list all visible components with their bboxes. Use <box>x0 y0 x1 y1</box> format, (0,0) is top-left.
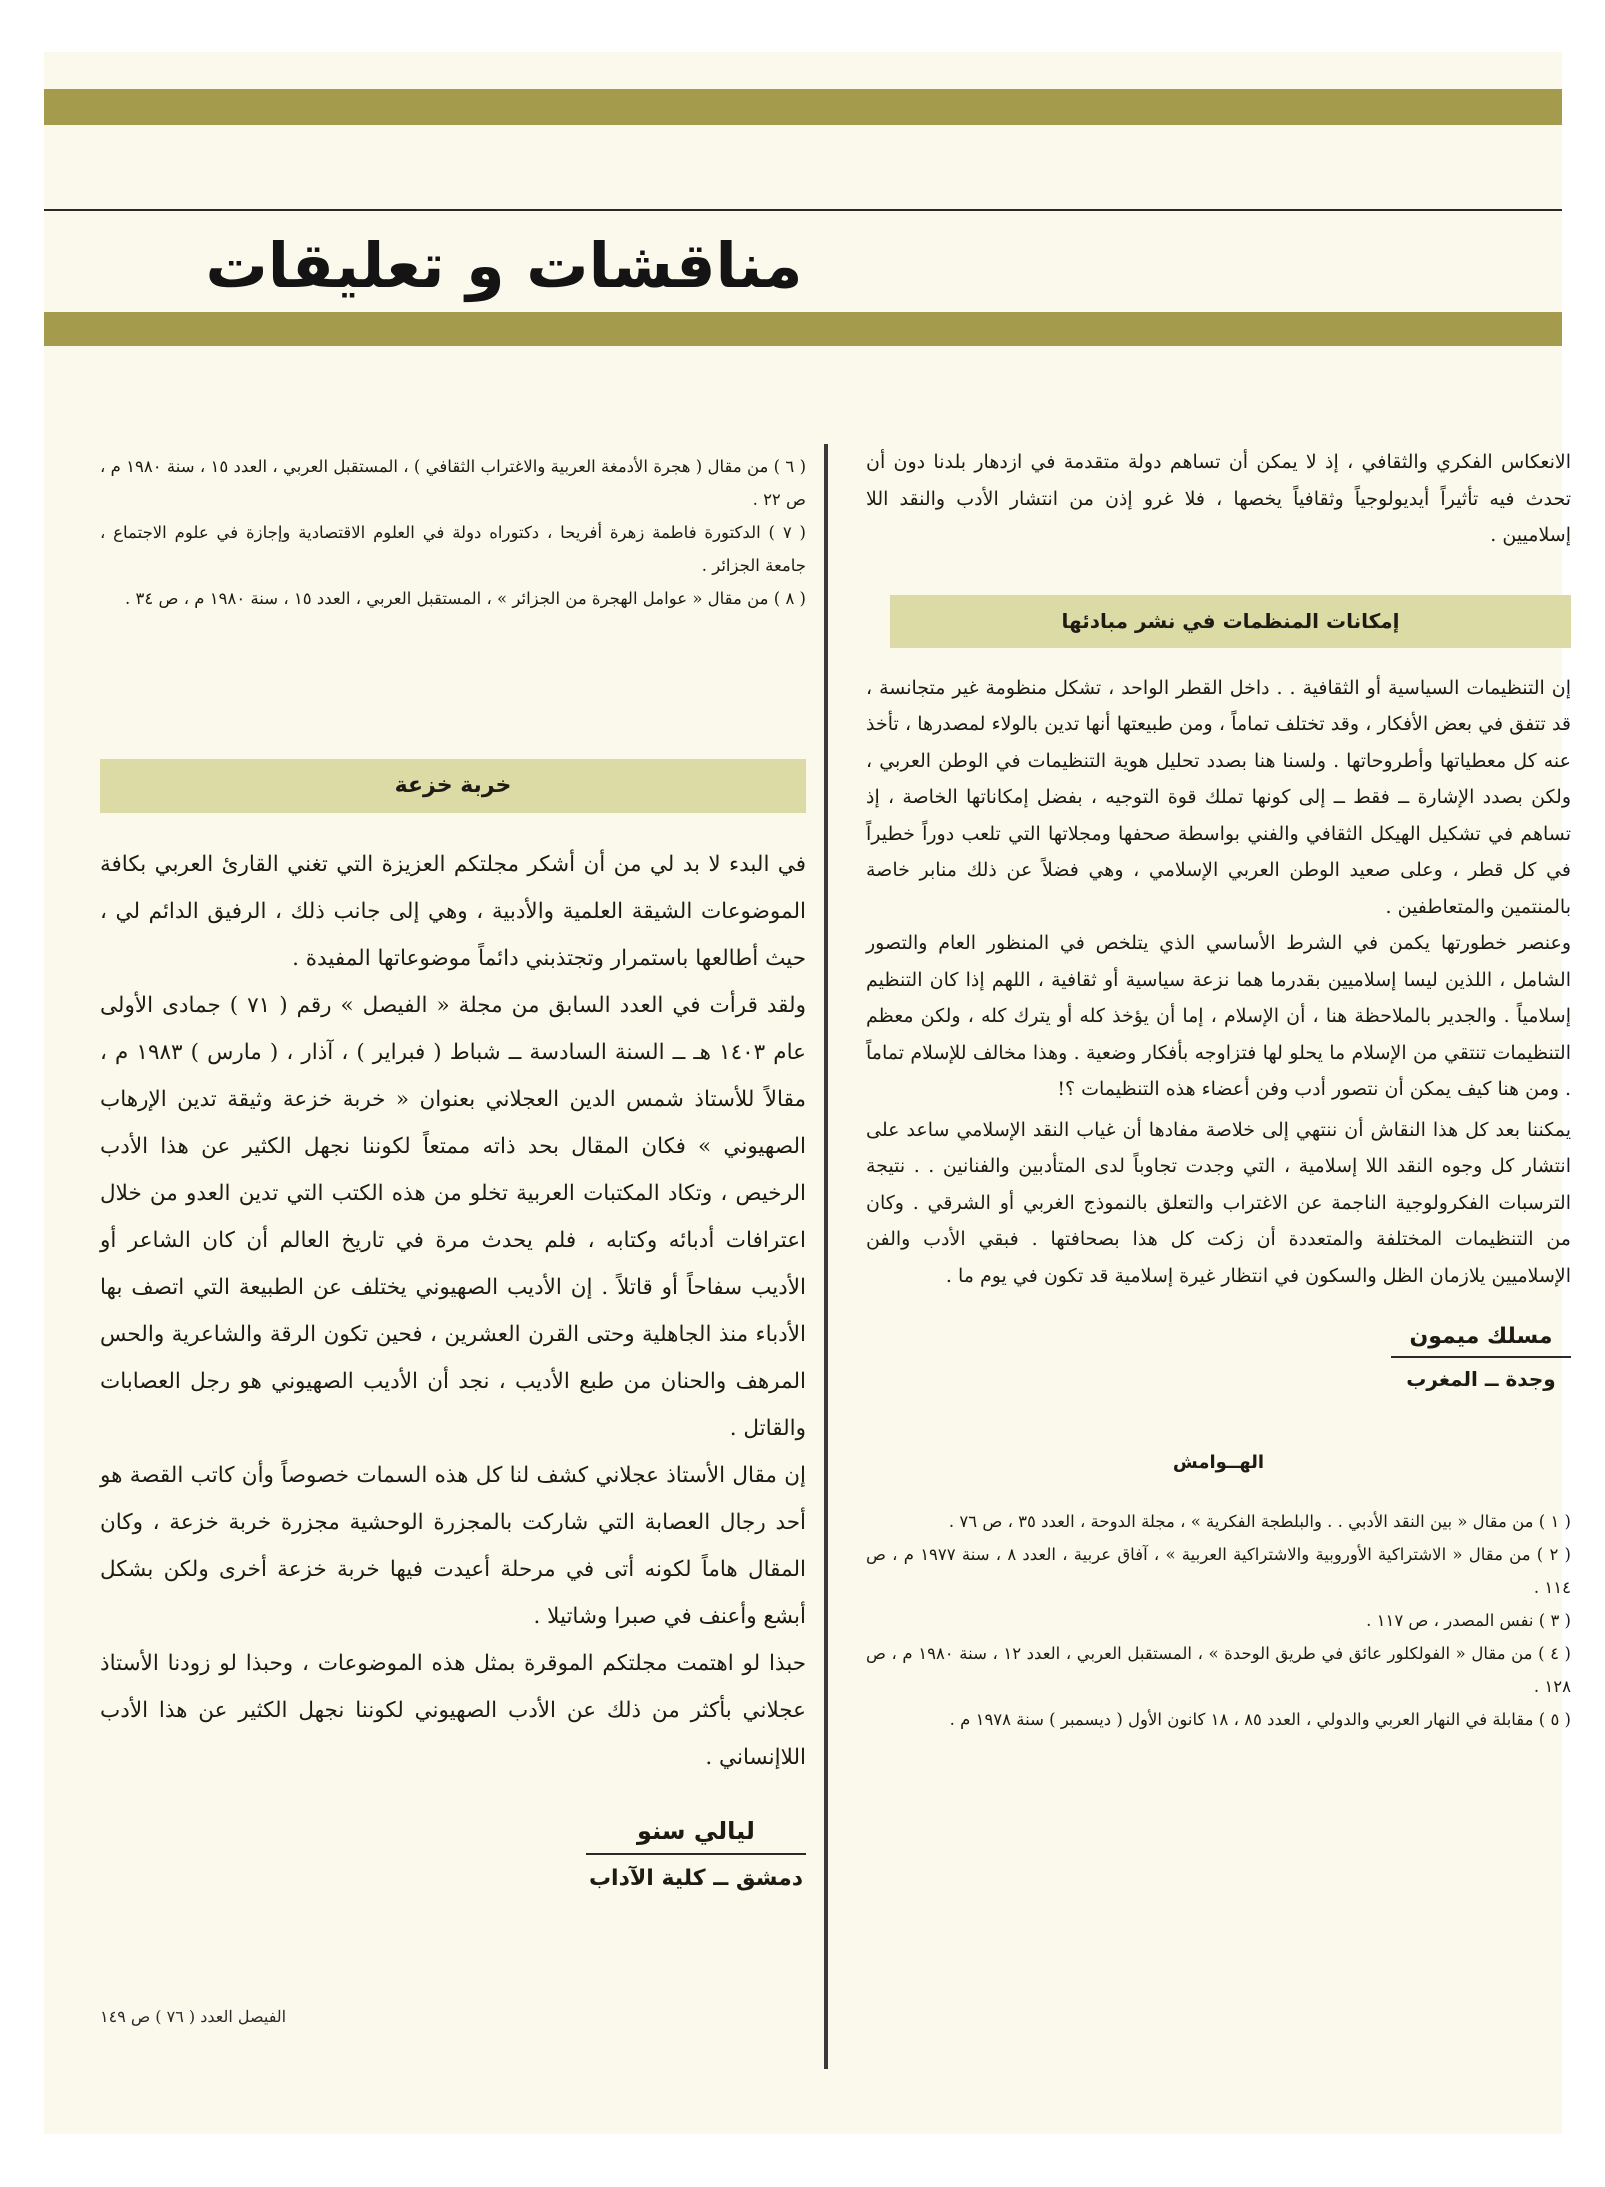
header-band-bottom <box>44 312 1562 346</box>
header-rule <box>44 209 1562 211</box>
header-band-top <box>44 89 1562 125</box>
author-signature <box>190 1809 806 1903</box>
column-divider <box>824 444 828 2069</box>
magazine-page <box>44 52 1571 2134</box>
notes-title: الهــوامش <box>1172 1452 1265 1473</box>
article-paragraph: ولقد قرأت في العدد السابق من مجلة « الفيصل » رقم ( ٧١ ) جمادى الأولى عام ١٤٠٣ هـ ــ السنة السادسة ــ شباط ( فبراير ) ، آذار ، ( مارس ) ١٩٨٣ م ، مقالاً للأستاذ شمس الدين العجلاني بعنوان « خربة خزعة وثيقة تدين الإرهاب الصهيوني » فكان المقال بحد ذاته ممتعاً لكوننا نجهل الكثير عن هذا الأدب الرخيص ، وتكاد المكتبات العربية تخلو من هذه الكتب التي تدين العدو من خلال اعترافات أدبائه وكتابه ، فلم يحدث مرة في تاريخ العالم أن كان الشاعر أو الأديب سفاحاً أو قاتلاً . إن الأديب الصهيوني يختلف عن الطبيعة التي اتصف بها الأدباء منذ الجاهلية وحتى القرن العشرين ، فحين تكون الرقة والشاعرية والحس المرهف والحنان من طبع الأديب ، نجد أن الأديب الصهيوني هو رجل العصابات والقاتل . <box>100 993 806 1441</box>
page-footer: الفيصل العدد ( ٧٦ ) ص ١٤٩ <box>100 2007 287 2026</box>
author-place: دمشق ــ كلية الآداب <box>588 1866 804 1891</box>
footnote: ( ١ ) من مقال « بين النقد الأدبي . . والبلطجة الفكرية » ، مجلة الدوحة ، العدد ٣٥ ، ص ٧٦ . <box>948 1512 1571 1531</box>
article-paragraph: وعنصر خطورتها يكمن في الشرط الأساسي الذي يتلخص في المنظور العام والتصور الشامل ، اللذين ليسا إسلاميين بقدرما هما نزعة سياسية أو ثقافية ، اللهم إذا كان التنظيم إسلامياً . والجدير بالملاحظة هنا ، أن الإسلام ، إما أن يؤخذ كله أو يترك كله ، ولكن معظم التنظيمات تنتقي من الإسلام ما يحلو لها فتزاوجه بأفكار وضعية . وهذا مخالف للإسلام تماماً . ومن هنا كيف يمكن أن نتصور أدب وفن أعضاء هذه التنظيمات ؟! <box>866 932 1571 1100</box>
section-heading-khirbet-khizeh: خربة خزعة <box>100 759 806 813</box>
article-paragraph: حبذا لو اهتمت مجلتكم الموقرة بمثل هذه الموضوعات ، وحبذا لو زودنا الأستاذ عجلاني بأكثر من ذلك عن الأدب الصهيوني لكوننا نجهل الكثير عن هذا الأدب اللاإنساني . <box>100 1651 806 1770</box>
section-heading-organizations: إمكانات المنظمات في نشر مبادئها <box>890 595 1571 648</box>
footnote: ( ٨ ) من مقال « عوامل الهجرة من الجزائر » ، المستقبل العربي ، العدد ١٥ ، سنة ١٩٨٠ م ، ص ٣٤ . <box>125 589 806 608</box>
footnote: ( ٢ ) من مقال « الاشتراكية الأوروبية والاشتراكية العربية » ، آفاق عربية ، العدد ٨ ، سنة ١٩٧٧ م ، ص ١١٤ . <box>866 1545 1571 1597</box>
article-paragraph: يمكننا بعد كل هذا النقاش أن ننتهي إلى خلاصة مفادها أن غياب النقد الإسلامي ساعد على انتشار كل وجوه النقد اللا إسلامية ، التي وجدت تجاوباً لدى المتأدبين والفنانين . . نتيجة الترسبات الفكرولوجية الناجمة عن الاغتراب والتعلق بالنموذج الغربي أو الشرقي . وكان من التنظيمات المختلفة والمتعددة أن زكت كل هذا بصحافتها . فبقي الأدب والفن الإسلاميين يلازمان الظل والسكون في انتظار غيرة إسلامية قد تكون في يوم ما . <box>866 1118 1571 1287</box>
author-name: ليالي سنو <box>586 1809 806 1855</box>
footnote: ( ٦ ) من مقال ( هجرة الأدمغة العربية والاغتراب الثقافي ) ، المستقبل العربي ، العدد ١٥ ، سنة ١٩٨٠ م ، ص ٢٢ . <box>100 457 807 509</box>
left-column <box>100 450 806 1903</box>
footnote: ( ٥ ) مقابلة في النهار العربي والدولي ، العدد ٨٥ ، ١٨ كانون الأول ( ديسمبر ) سنة ١٩٧٨ م . <box>949 1710 1571 1729</box>
article-paragraph: في البدء لا بد لي من أن أشكر مجلتكم العزيزة التي تغني القارئ العربي بكافة الموضوعات الشيقة العلمية والأدبية ، وهي إلى جانب ذلك ، الرفيق الدائم لي ، حيث أطالعها باستمرار وتجتذبني دائماً موضوعاتها المفيدة . <box>100 852 806 971</box>
author-place: وجدة ــ المغرب <box>1406 1367 1556 1391</box>
page-title: مناقشات و تعليقات <box>205 229 803 302</box>
footnote: ( ٧ ) الدكتورة فاطمة زهرة أفريحا ، دكتوراه دولة في العلوم الاقتصادية وإجازة في علوم الاجتماع ، جامعة الجزائر . <box>100 523 806 575</box>
article-paragraph: إن التنظيمات السياسية أو الثقافية . . داخل القطر الواحد ، تشكل منظومة غير متجانسة ، قد تتفق في بعض الأفكار ، وقد تختلف تماماً ، ومن طبيعتها أنها تدين بالولاء لمصدرها ، تأخذ عنه كل معطياتها وأطروحاتها . ولسنا هنا بصدد تحليل هوية التنظيمات في الوطن العربي ، ولكن بصدد الإشارة ــ فقط ــ إلى كونها تملك قوة التوجيه ، بفضل إمكاناتها الخاصة ، إذ تساهم في تشكيل الهيكل الثقافي والفني بواسطة صحفها ومجلاتها التي تلعب دوراً خطيراً في كل قطر ، وعلى صعيد الوطن العربي الإسلامي ، وهي فضلاً عن ذلك منابر خاصة بالمنتمين والمتعاطفين . <box>866 676 1571 918</box>
author-name: مسلك ميمون <box>1391 1318 1571 1358</box>
intro-paragraph: الانعكاس الفكري والثقافي ، إذ لا يمكن أن تساهم دولة متقدمة في ازدهار بلدنا دون أن تحدث فيه تأثيراً أيديولوجياً وثقافياً يخصها ، فلا غرو إذن من انتشار الأدب والنقد اللا إسلاميين . <box>866 451 1571 546</box>
article-paragraph: إن مقال الأستاذ عجلاني كشف لنا كل هذه السمات خصوصاً وأن كاتب القصة هو أحد رجال العصابة التي شاركت بالمجزرة الوحشية مجزرة خربة خزعة ، وكان المقال هاماً لكونه أتى في مرحلة أعيدت فيها خربة خزعة أخرى ولكن بشكل أبشع وأعنف في صبرا وشاتيلا . <box>100 1463 806 1629</box>
right-column <box>866 444 1571 1736</box>
footnote: ( ٤ ) من مقال « الفولكلور عائق في طريق الوحدة » ، المستقبل العربي ، العدد ١٢ ، سنة ١٩٨٠ م ، ص ١٢٨ . <box>866 1644 1571 1696</box>
footnote: ( ٣ ) نفس المصدر ، ص ١١٧ . <box>1366 1611 1571 1630</box>
author-signature <box>961 1318 1571 1400</box>
